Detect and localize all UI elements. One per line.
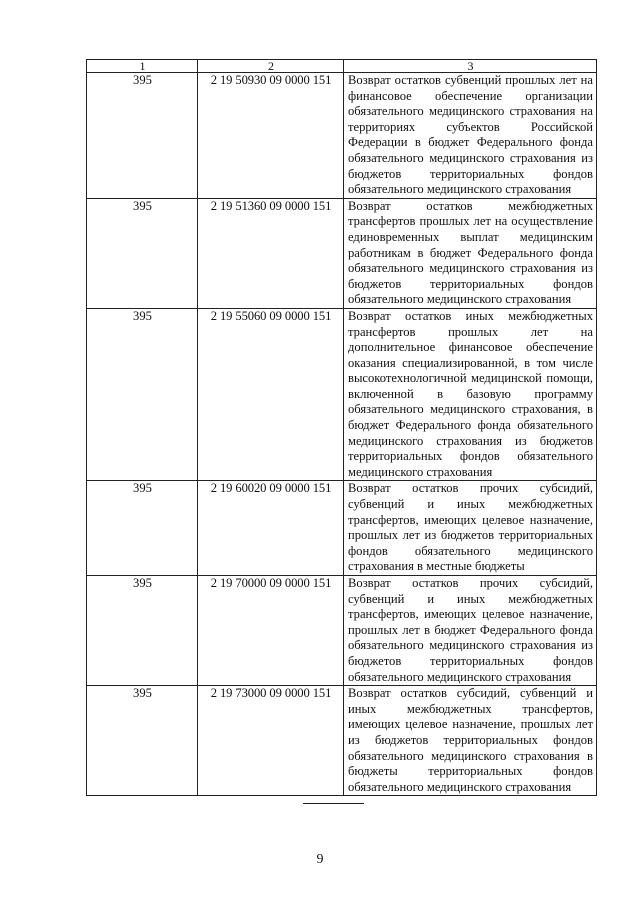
footnote-separator bbox=[303, 803, 364, 804]
budget-code-cell: 2 19 60020 09 0000 151 bbox=[198, 481, 344, 576]
table-row bbox=[87, 308, 597, 481]
admin-code-cell: 395 bbox=[87, 198, 198, 308]
table-row bbox=[87, 686, 597, 796]
budget-code-cell: 2 19 70000 09 0000 151 bbox=[198, 576, 344, 686]
admin-code-cell: 395 bbox=[87, 308, 198, 481]
admin-code-cell: 395 bbox=[87, 481, 198, 576]
table-row bbox=[87, 481, 597, 576]
description-cell: Возврат остатков субсидий, субвенций и иных межбюджетных трансфертов, имеющих целевое назначение, прошлых лет из бюджетов территориальных фондов обязательного медицинского страхования в бюджеты территориальных фондов обязательного медицинского страхования bbox=[344, 686, 597, 796]
budget-code-cell: 2 19 73000 09 0000 151 bbox=[198, 686, 344, 796]
column-header-3: 3 bbox=[344, 60, 597, 73]
description-cell: Возврат остатков субвенций прошлых лет на финансовое обеспечение организации обязательного медицинского страхования на территориях субъектов Российской Федерации в бюджет Федерального фонда обязательного медицинского страхования из бюджетов территориальных фондов обязательного медицинского страхования bbox=[344, 73, 597, 199]
column-header-2: 2 bbox=[198, 60, 344, 73]
column-header-1: 1 bbox=[87, 60, 198, 73]
table-row bbox=[87, 576, 597, 686]
admin-code-cell: 395 bbox=[87, 686, 198, 796]
table-header-row bbox=[87, 60, 597, 73]
description-cell: Возврат остатков прочих субсидий, субвенций и иных межбюджетных трансфертов, имеющих целевое назначение, прошлых лет в бюджет Федерального фонда обязательного медицинского страхования из бюджетов территориальных фондов обязательного медицинского страхования bbox=[344, 576, 597, 686]
admin-code-cell: 395 bbox=[87, 576, 198, 686]
admin-code-cell: 395 bbox=[87, 73, 198, 199]
description-cell: Возврат остатков прочих субсидий, субвенций и иных межбюджетных трансфертов, имеющих целевое назначение, прошлых лет из бюджетов территориальных фондов обязательного медицинского страхования в местные бюджеты bbox=[344, 481, 597, 576]
budget-codes-table bbox=[86, 59, 597, 796]
budget-code-cell: 2 19 50930 09 0000 151 bbox=[198, 73, 344, 199]
description-cell: Возврат остатков межбюджетных трансфертов прошлых лет на осуществление единовременных выплат медицинским работникам в бюджет Федерального фонда обязательного медицинского страхования из бюджетов территориальных фондов обязательного медицинского страхования bbox=[344, 198, 597, 308]
budget-code-cell: 2 19 51360 09 0000 151 bbox=[198, 198, 344, 308]
table-row bbox=[87, 73, 597, 199]
table-row bbox=[87, 198, 597, 308]
budget-code-cell: 2 19 55060 09 0000 151 bbox=[198, 308, 344, 481]
page-number: 9 bbox=[316, 852, 324, 867]
description-cell: Возврат остатков иных межбюджетных трансфертов прошлых лет на дополнительное финансовое обеспечение оказания специализированной, в том числе высокотехнологичной медицинской помощи, включенной в базовую программу обязательного медицинского страхования, в бюджет Федерального фонда обязательного медицинского страхования из бюджетов территориальных фондов обязательного медицинского страхования bbox=[344, 308, 597, 481]
